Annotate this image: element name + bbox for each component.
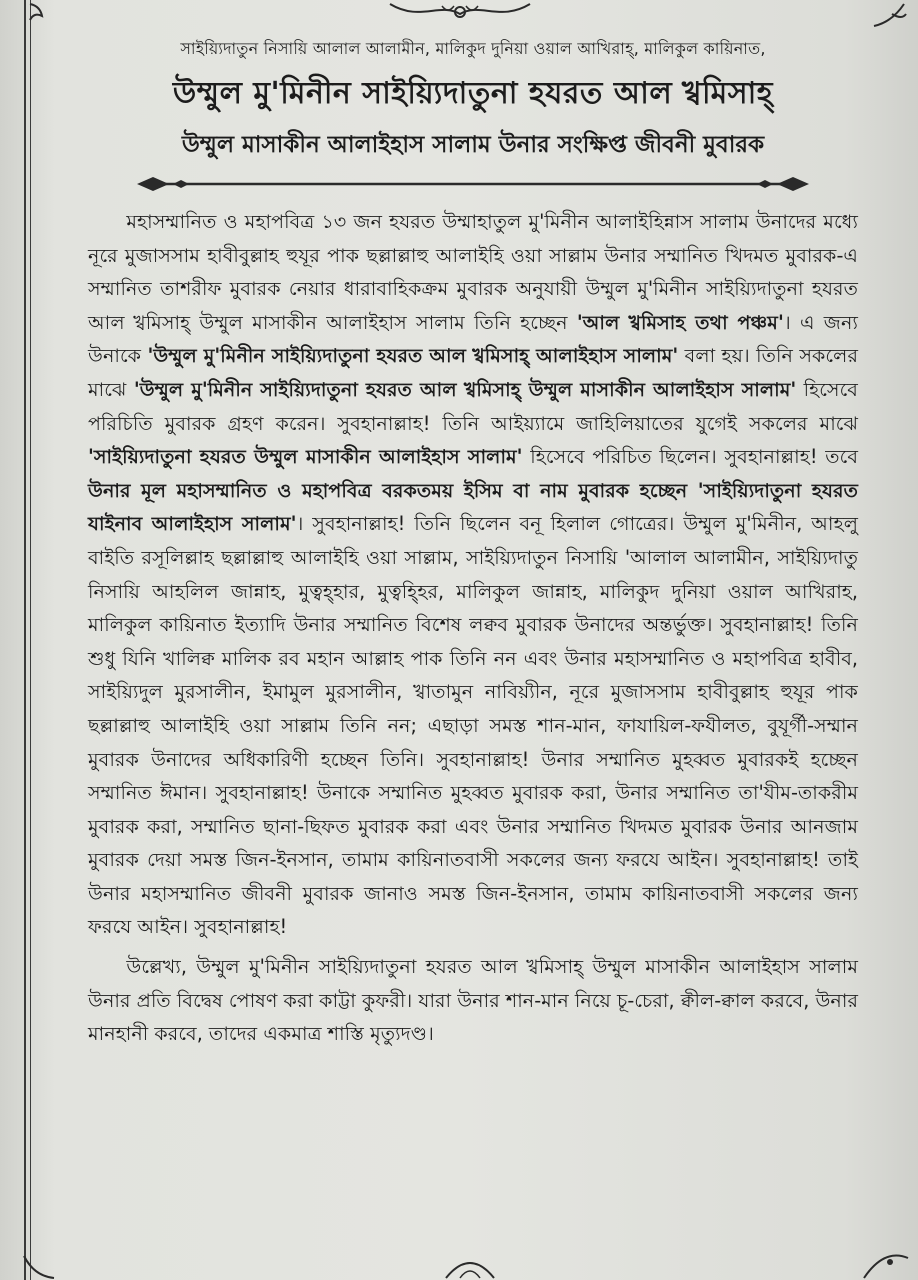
body-paragraph-1 bbox=[88, 205, 858, 944]
header-top-line: সাইয়্যিদাতুন নিসায়ি আলাল আলামীন, মালিকুদ দুনিয়া ওয়াল আখিরাহ্, মালিকুল কায়িনাত, bbox=[180, 39, 766, 58]
p1-bold-khamisah-panchom: 'আল খ্বমিসাহ তথা পঞ্চম' bbox=[576, 310, 784, 334]
title-divider bbox=[133, 173, 813, 195]
page-subtitle: উম্মুল মাসাকীন আলাইহাস সালাম উনার সংক্ষিপ্ত জীবনী মুবারক bbox=[181, 132, 765, 158]
page-content bbox=[88, 36, 858, 1051]
p1-text-b: । এ জন্য উনাকে bbox=[88, 310, 858, 368]
bottom-ornament bbox=[440, 1252, 500, 1280]
bottom-right-corner-ornament bbox=[860, 1250, 912, 1280]
p1-text-c: বলা হয়। তিনি সকলের মাঝে bbox=[88, 344, 858, 401]
body-paragraph-2: উল্লেখ্য, উম্মুল মু'মিনীন সাইয়্যিদাতুনা হযরত আল খ্বমিসাহ্ উম্মুল মাসাকীন আলাইহাস সালাম উনার প্রতি বিদ্বেষ পোষণ করা কাট্টা কুফরী। যারা উনার শান-মান নিয়ে চূ-চেরা, ক্বীল-ক্বাল করবে, উনার মানহানী করবে, তাদের একমাত্র শাস্তি মৃত্যুদণ্ড। bbox=[88, 955, 858, 1046]
p1-text-f: । সুবহানাল্লাহ! তিনি ছিলেন বনূ হিলাল গোত্রের। উম্মুল মু'মিনীন, আহলু বাইতি রসূলিল্লাহ ছল্লাল্লাহু আলাইহি ওয়া সাল্লাম, সাইয়্যিদাতুন নিসায়ি 'আলাল আলামীন, সাইয়্যিদাতু নিসায়ি আহলিল জান্নাহ, মুত্বহ্হার, মুত্বহ্হির, মালিকুল জান্নাহ, মালিকুদ দুনিয়া ওয়াল আখিরাহ, মালিকুল কায়িনাত ইত্যাদি উনার সম্মানিত বিশেষ লক্বব মুবারক উনাদের অন্তর্ভুক্ত। সুবহানাল্লাহ! তিনি শুধু যিনি খালিক্ব মালিক রব মহান আল্লাহ পাক তিনি নন এবং উনার মহাসম্মানিত ও মহাপবিত্র হাবীব, সাইয়্যিদুল মুরসালীন, ইমামুল মুরসালীন, খ্বাতামুন নাবিয়্যীন, নূরে মুজাসসাম হাবীবুল্লাহ হুযূর পাক ছল্লাল্লাহু আলাইহি ওয়া সাল্লাম তিনি নন; এছাড়া সমস্ত শান-মান, ফাযায়িল-ফযীলত, বুযূর্গী-সম্মান মুবারক উনাদের অধিকারিণী হচ্ছেন তিনি। সুবহানাল্লাহ! উনার সম্মানিত মুহব্বত মুবারকই হচ্ছেন সম্মানিত ঈমান। সুবহানাল্লাহ! উনাকে সম্মানিত মুহব্বত মুবারক করা, উনার সম্মানিত তা'যীম-তাকরীম মুবারক করা, সম্মানিত ছানা-ছিফত মুবারক করা এবং উনার সম্মানিত খিদমত মুবারক উনার আনজাম মুবারক দেয়া সমস্ত জিন-ইনসান, তামাম কায়িনাতবাসী সকলের জন্য ফরযে আইন। সুবহানাল্লাহ! তাই উনার মহাসম্মানিত জীবনী মুবারক জানাও সমস্ত জিন-ইনসান, তামাম কায়িনাতবাসী সকলের জন্য ফরযে আইন। সুবহানাল্লাহ! bbox=[88, 512, 858, 939]
p1-bold-title-3: 'সাইয়্যিদাতুনা হযরত উম্মুল মাসাকীন আলাইহাস সালাম' bbox=[88, 445, 523, 469]
top-left-corner-ornament bbox=[26, 0, 56, 30]
p1-bold-original-name: উনার মূল মহাসম্মানিত ও মহাপবিত্র বরকতময় ইসিম বা নাম মুবারক হচ্ছেন 'সাইয়্যিদাতুনা হযরত যাইনাব আলাইহাস সালাম' bbox=[88, 478, 858, 536]
top-ornament bbox=[380, 0, 540, 24]
p1-text-d: হিসেবে পরিচিতি মুবারক গ্রহণ করেন। সুবহানাল্লাহ! তিনি আইয়্যামে জাহিলিয়াতের যুগেই সকলের মাঝে bbox=[88, 377, 858, 435]
p1-text-e: হিসেবে পরিচিত ছিলেন। সুবহানাল্লাহ! তবে bbox=[522, 445, 859, 469]
top-right-corner-ornament bbox=[868, 0, 912, 30]
left-border-line-inner bbox=[30, 0, 31, 1280]
bottom-left-corner-ornament bbox=[20, 1254, 60, 1280]
left-border-line bbox=[24, 0, 26, 1280]
p1-text-a: মহাসম্মানিত ও মহাপবিত্র ১৩ জন হযরত উম্মাহাতুল মু'মিনীন আলাইহিন্নাস সালাম উনাদের মধ্যে নূরে মুজাসসাম হাবীবুল্লাহ হুযূর পাক ছল্লাল্লাহু আলাইহি ওয়া সাল্লাম উনার সম্মানিত খিদমত মুবারক-এ সম্মানিত তাশরীফ মুবারক নেয়ার ধারাবাহিকক্রম মুবারক অনুযায়ী উম্মুল মু'মিনীন সাইয়্যিদাতুনা হযরত আল খ্বমিসাহ্ উম্মুল মাসাকীন আলাইহাস সালাম তিনি হচ্ছেন bbox=[88, 210, 858, 334]
page-title: উম্মুল মু'মিনীন সাইয়্যিদাতুনা হযরত আল খ্বমিসাহ্ bbox=[172, 76, 774, 111]
p1-bold-title-2: 'উম্মুল মু'মিনীন সাইয়্যিদাতুনা হযরত আল খ্বমিসাহ্ উম্মুল মাসাকীন আলাইহাস সালাম' bbox=[133, 377, 797, 401]
p1-bold-title-1: 'উম্মুল মু'মিনীন সাইয়্যিদাতুনা হযরত আল খ্বমিসাহ্ আলাইহাস সালাম' bbox=[147, 344, 679, 368]
